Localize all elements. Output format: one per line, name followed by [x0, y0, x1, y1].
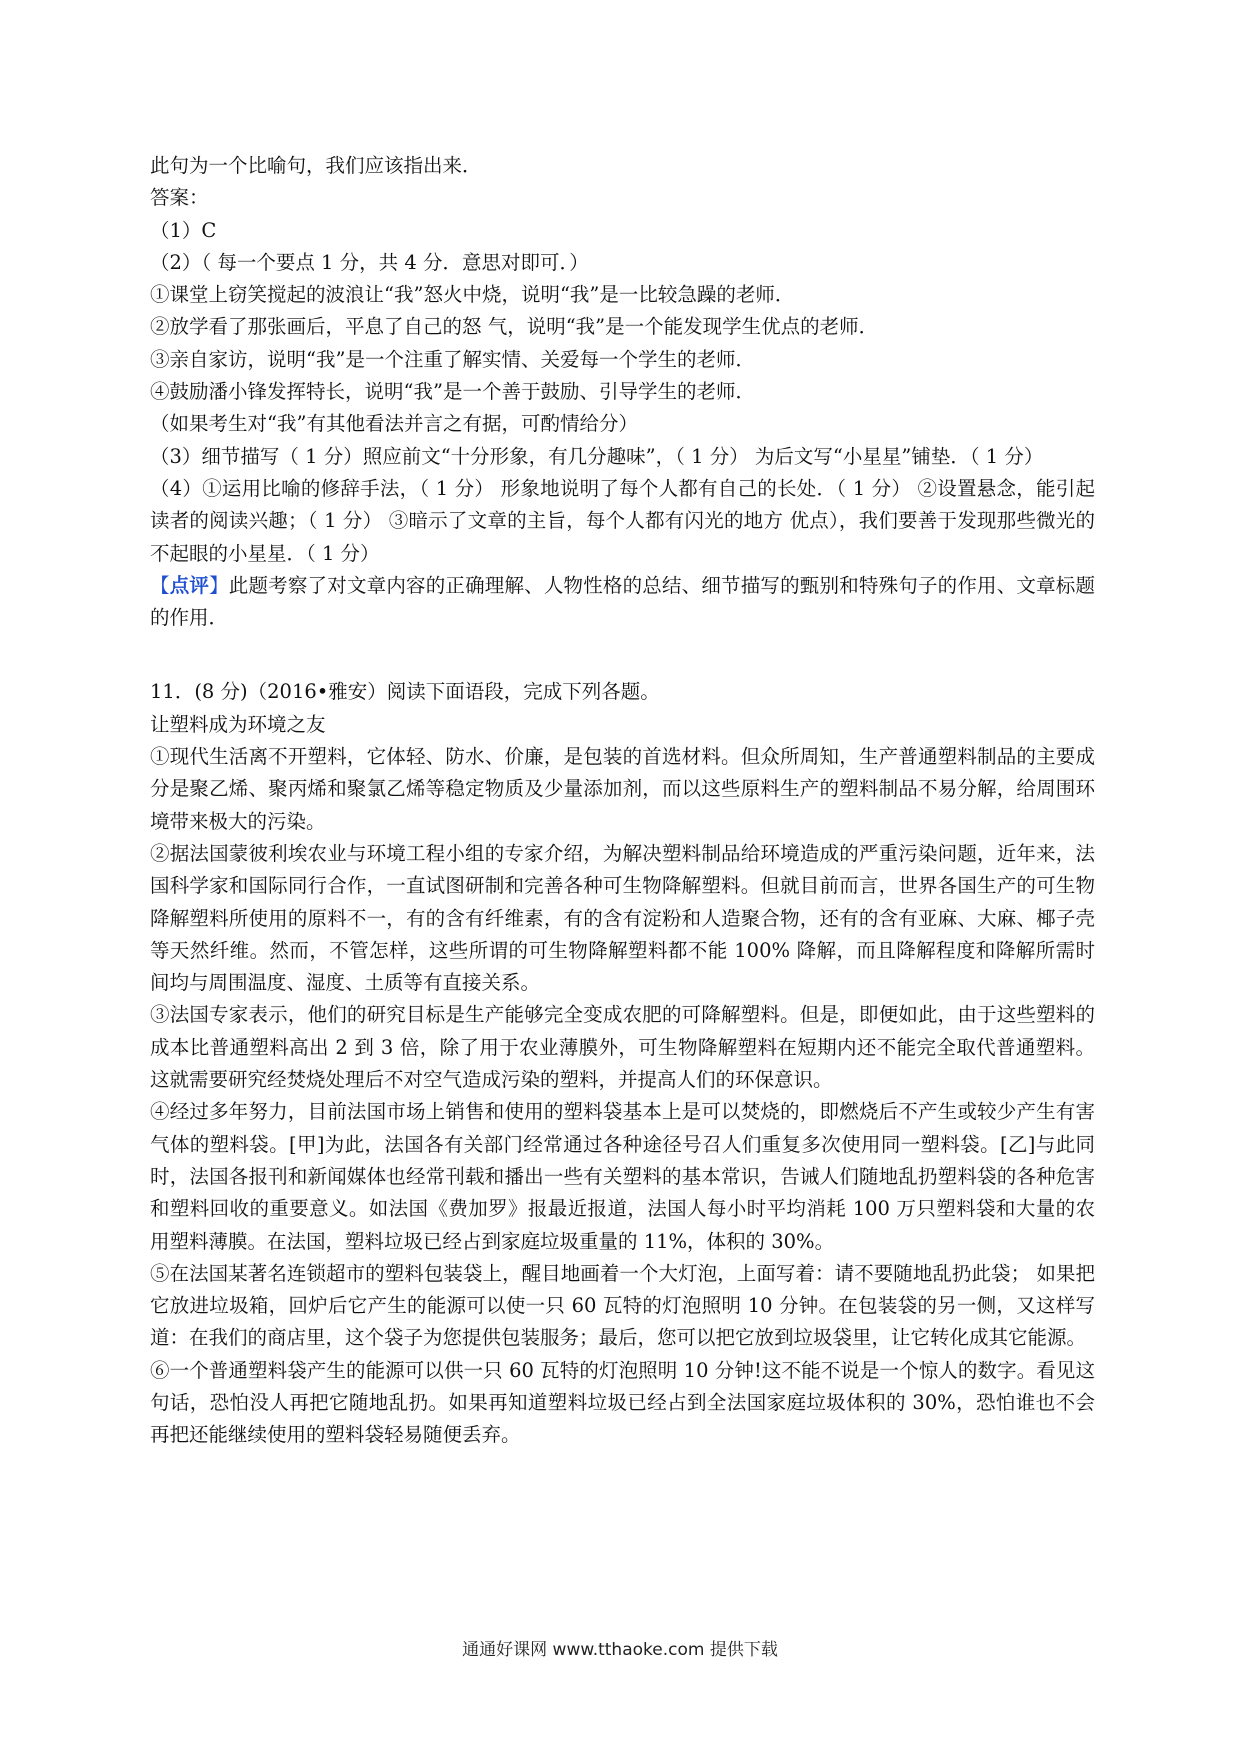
- comment-bracket-right: 】: [209, 573, 229, 597]
- answer-2-header: （2）（ 每一个要点 1 分，共 4 分．意思对即可．）: [150, 250, 589, 274]
- comment-paragraph: [150, 570, 1095, 635]
- article-paragraph-4: ④经过多年努力，目前法国市场上销售和使用的塑料袋基本上是可以焚烧的，即燃烧后不产生或较少产生有害气体的塑料袋。[甲]为此，法国各有关部门经常通过各种途径号召人们重复多次使用同一塑料袋。[乙]与此同时，法国各报刊和新闻媒体也经常刊载和播出一些有关塑料的基本常识，告诫人们随地乱扔塑料袋的各种危害和塑料回收的重要意义。如法国《费加罗》报最近报道，法国人每小时平均消耗 100 万只塑料袋和大量的农用塑料薄膜。在法国，塑料垃圾已经占到家庭垃圾重量的 11%，体积的 30%。: [150, 1100, 1095, 1253]
- comment-text: 此题考察了对文章内容的正确理解、人物性格的总结、细节描写的甄别和特殊句子的作用、文章标题的作用．: [150, 573, 1095, 630]
- article-paragraph-1: ①现代生活离不开塑料，它体轻、防水、价廉，是包装的首选材料。但众所周知，生产普通塑料制品的主要成分是聚乙烯、聚丙烯和聚氯乙烯等稳定物质及少量添加剂，而以这些原料生产的塑料制品不易分解，给周围环境带来极大的污染。: [150, 745, 1095, 833]
- page-footer: 通通好课网 www.tthaoke.com 提供下载: [462, 1640, 778, 1660]
- article-paragraph-5: ⑤在法国某著名连锁超市的塑料包装袋上，醒目地画着一个大灯泡，上面写着：请不要随地乱扔此袋； 如果把它放进垃圾箱，回炉后它产生的能源可以使一只 60 瓦特的灯泡照明 10 分钟。在包装袋的另一侧，又这样写道：在我们的商店里，这个袋子为您提供包装服务；最后，您可以把它放到垃圾袋里，让它转化成其它能源。: [150, 1261, 1095, 1350]
- answer-2-note: （如果考生对“我”有其他看法并言之有据，可酌情给分）: [150, 412, 638, 436]
- comment-tag: 点评: [169, 573, 210, 597]
- answer-4: （4）①运用比喻的修辞手法，（ 1 分） 形象地说明了每个人都有自己的长处．（ 1 分） ②设置悬念，能引起读者的阅读兴趣；（ 1 分） ③暗示了文章的主旨，每个人都有闪光的地方 优点），我们要善于发现那些微光的不起眼的小星星．（ 1 分）: [150, 476, 1095, 565]
- answer-2-point-2: ②放学看了那张画后，平息了自己的怒 气，说明“我”是一个能发现学生优点的老师．: [150, 315, 879, 339]
- answer-3: （3）细节描写（ 1 分）照应前文“十分形象，有几分趣味”，（ 1 分） 为后文写“小星星”铺垫．（ 1 分）: [150, 444, 1044, 468]
- section-gap: [150, 634, 1095, 676]
- answer-heading: 答案：: [150, 186, 209, 210]
- article-paragraph-3: ③法国专家表示，他们的研究目标是生产能够完全变成农肥的可降解塑料。但是，即便如此，由于这些塑料的成本比普通塑料高出 2 到 3 倍，除了用于农业薄膜外，可生物降解塑料在短期内还不能完全取代普通塑料。这就需要研究经焚烧处理后不对空气造成污染的塑料，并提高人们的环保意识。: [150, 1003, 1095, 1092]
- answer-note: 此句为一个比喻句，我们应该指出来．: [150, 154, 482, 177]
- article-paragraph-2: ②据法国蒙彼利埃农业与环境工程小组的专家介绍，为解决塑料制品给环境造成的严重污染问题，近年来，法国科学家和国际同行合作，一直试图研制和完善各种可生物降解塑料。但就目前而言，世界各国生产的可生物降解塑料所使用的原料不一，有的含有纤维素，有的含有淀粉和人造聚合物，还有的含有亚麻、大麻、椰子壳等天然纤维。然而，不管怎样，这些所谓的可生物降解塑料都不能 100% 降解，而且降解程度和降解所需时间均与周围温度、湿度、土质等有直接关系。: [150, 841, 1095, 995]
- page-content: [150, 150, 1095, 1452]
- answer-2-point-1: ①课堂上窃笑搅起的波浪让“我”怒火中烧，说明“我”是一比较急躁的老师．: [150, 283, 795, 307]
- article-paragraph-6: ⑥一个普通塑料袋产生的能源可以供一只 60 瓦特的灯泡照明 10 分钟!这不能不说是一个惊人的数字。看见这句话，恐怕没人再把它随地乱扔。如果再知道塑料垃圾已经占到全法国家庭垃圾体积的 30%，恐怕谁也不会再把还能继续使用的塑料袋轻易随便丢弃。: [150, 1358, 1095, 1447]
- answer-2-point-4: ④鼓励潘小锋发挥特长，说明“我”是一个善于鼓励、引导学生的老师．: [150, 380, 755, 404]
- answer-1: （1）C: [150, 218, 217, 242]
- answer-2-point-3: ③亲自家访，说明“我”是一个注重了解实情、关爱每一个学生的老师．: [150, 347, 755, 371]
- comment-bracket-left: 【: [150, 573, 170, 597]
- article-title: 让塑料成为环境之友: [150, 712, 326, 736]
- question-11-header: 11．(8 分)（2016•雅安）阅读下面语段，完成下列各题。: [150, 680, 660, 704]
